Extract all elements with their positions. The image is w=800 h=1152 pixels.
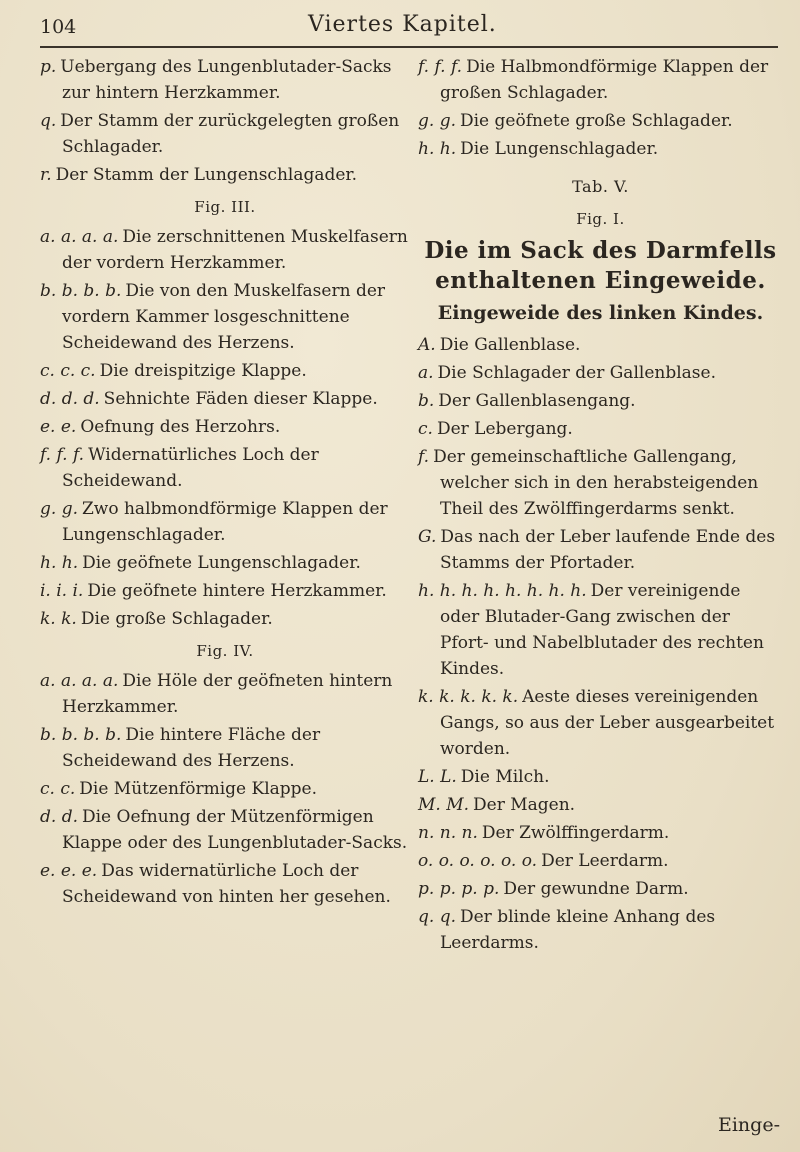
entry-text: Die Gallenblase.	[439, 335, 581, 355]
fig-1-label: Fig. I.	[576, 210, 625, 228]
legend-entry	[418, 578, 783, 682]
left-entries-a	[40, 54, 410, 188]
legend-entry	[40, 668, 410, 720]
entry-marker: q.	[40, 111, 57, 131]
entry-marker: A.	[418, 335, 436, 355]
entry-marker: c. c. c.	[40, 361, 96, 381]
tab-5-label: Tab. V.	[572, 177, 629, 196]
entry-text: Die Lungenschlagader.	[460, 139, 659, 159]
entry-text: Der blinde kleine Anhang des Leerdarms.	[440, 907, 716, 953]
entry-text: Der Gallenblasengang.	[438, 391, 636, 411]
entry-marker: G.	[418, 527, 437, 547]
legend-entry	[40, 224, 410, 276]
legend-entry	[40, 108, 410, 160]
entry-marker: k. k. k. k. k.	[418, 687, 519, 707]
entry-marker: a.	[418, 363, 434, 383]
entry-marker: h. h.	[418, 139, 457, 159]
right-entries-a	[418, 54, 783, 162]
entry-text: Die geöfnete hintere Herzkammer.	[87, 581, 387, 601]
legend-entry	[418, 820, 783, 846]
legend-entry	[418, 764, 783, 790]
entry-text: Der Lebergang.	[436, 419, 573, 439]
entry-text: Die Milch.	[460, 767, 550, 787]
entry-marker: q. q.	[418, 907, 456, 927]
running-head: Viertes Kapitel.	[308, 12, 497, 37]
entry-marker: a. a. a. a.	[40, 671, 119, 691]
entry-marker: c.	[418, 419, 433, 439]
entry-text: Die zerschnittenen Muskelfasern der vordern Herzkammer.	[62, 227, 408, 273]
legend-entry	[40, 578, 410, 604]
entry-text: Oefnung des Herzohrs.	[80, 417, 281, 437]
entry-text: Das widernatürliche Loch der Scheidewand von hinten her gesehen.	[62, 861, 391, 907]
legend-entry	[418, 444, 783, 522]
entry-marker: o. o. o. o. o. o.	[418, 851, 538, 871]
entry-text: Sehnichte Fäden dieser Klappe.	[103, 389, 378, 409]
entry-marker: r.	[40, 165, 52, 185]
entry-text: Die geöfnete Lungenschlagader.	[82, 553, 361, 573]
entry-text: Zwo halbmondförmige Klappen der Lungenschlagader.	[62, 499, 388, 545]
legend-entry	[418, 136, 783, 162]
legend-entry	[40, 414, 410, 440]
entry-marker: p.	[40, 57, 57, 77]
legend-entry	[40, 386, 410, 412]
entry-text: Die Mützenförmige Klappe.	[79, 779, 318, 799]
entry-marker: e. e.	[40, 417, 77, 437]
entry-text: Die hintere Fläche der Scheidewand des Herzens.	[62, 725, 321, 771]
legend-entry	[418, 416, 783, 442]
section-subtitle: Eingeweide des linken Kindes.	[437, 302, 764, 324]
legend-entry	[40, 496, 410, 548]
legend-entry	[40, 722, 410, 774]
entry-text: Der vereinigende oder Blutader-Gang zwischen der Pfort- und Nabelblutader des rechten Kindes.	[440, 581, 764, 679]
legend-entry	[40, 776, 410, 802]
legend-entry	[418, 792, 783, 818]
legend-entry	[40, 54, 410, 106]
legend-entry	[418, 524, 783, 576]
entry-marker: p. p. p. p.	[418, 879, 500, 899]
entry-marker: h. h.	[40, 553, 79, 573]
left-entries-b	[40, 224, 410, 632]
entry-marker: g. g.	[418, 111, 456, 131]
legend-entry	[418, 848, 783, 874]
entry-text: Die Oefnung der Mützenförmigen Klappe oder des Lungenblutader-Sacks.	[62, 807, 408, 853]
entry-marker: n. n. n.	[418, 823, 478, 843]
entry-text: Die Schlagader der Gallenblase.	[437, 363, 716, 383]
legend-entry	[40, 606, 410, 632]
right-entries-b	[418, 332, 783, 956]
legend-entry	[40, 804, 410, 856]
entry-marker: e. e. e.	[40, 861, 98, 881]
right-column	[418, 54, 783, 958]
left-entries-c	[40, 668, 410, 910]
legend-entry	[40, 278, 410, 356]
entry-marker: f. f. f.	[40, 445, 85, 465]
entry-marker: b.	[418, 391, 435, 411]
entry-marker: a. a. a. a.	[40, 227, 119, 247]
legend-entry	[418, 108, 783, 134]
entry-text: Der Zwölffingerdarm.	[481, 823, 670, 843]
fig-4-label: Fig. IV.	[196, 642, 254, 660]
section-title: Die im Sack des Darmfells enthaltenen Eingeweide.	[424, 237, 777, 294]
legend-entry	[40, 442, 410, 494]
entry-text: Die geöfnete große Schlagader.	[459, 111, 733, 131]
legend-entry	[40, 358, 410, 384]
entry-marker: c. c.	[40, 779, 76, 799]
legend-entry	[418, 876, 783, 902]
legend-entry	[418, 360, 783, 386]
entry-text: Das nach der Leber laufende Ende des Stamms der Pfortader.	[440, 527, 776, 573]
page-number: 104	[40, 16, 77, 38]
left-column	[40, 54, 410, 912]
catchword: Einge-	[717, 1114, 780, 1136]
entry-marker: d. d. d.	[40, 389, 100, 409]
entry-marker: f. f. f.	[418, 57, 463, 77]
header-rule	[40, 46, 778, 48]
legend-entry	[40, 858, 410, 910]
entry-text: Der Magen.	[473, 795, 576, 815]
entry-marker: f.	[418, 447, 430, 467]
entry-marker: k. k.	[40, 609, 77, 629]
legend-entry	[418, 684, 783, 762]
entry-marker: d. d.	[40, 807, 78, 827]
entry-text: Die Halbmondförmige Klappen der großen Schlagader.	[440, 57, 769, 103]
legend-entry	[418, 332, 783, 358]
entry-text: Der Stamm der Lungenschlagader.	[55, 165, 358, 185]
entry-marker: b. b. b. b.	[40, 725, 122, 745]
entry-marker: i. i. i.	[40, 581, 84, 601]
entry-text: Uebergang des Lungenblutader-Sacks zur hintern Herzkammer.	[60, 57, 392, 103]
legend-entry	[418, 904, 783, 956]
legend-entry	[40, 162, 410, 188]
entry-text: Der Leerdarm.	[541, 851, 669, 871]
entry-text: Der gemeinschaftliche Gallengang, welcher sich in den herabsteigenden Theil des Zwölffingerdarms senkt.	[433, 447, 759, 519]
fig-3-label: Fig. III.	[194, 198, 256, 216]
entry-text: Der Stamm der zurückgelegten großen Schlagader.	[60, 111, 400, 157]
entry-text: Aeste dieses vereinigenden Gangs, so aus der Leber ausgearbeitet worden.	[440, 687, 775, 759]
entry-text: Widernatürliches Loch der Scheidewand.	[62, 445, 319, 491]
entry-marker: b. b. b. b.	[40, 281, 122, 301]
entry-marker: h. h. h. h. h. h. h. h.	[418, 581, 587, 601]
entry-text: Die dreispitzige Klappe.	[99, 361, 307, 381]
legend-entry	[40, 550, 410, 576]
legend-entry	[418, 388, 783, 414]
entry-text: Die Höle der geöfneten hintern Herzkammer.	[62, 671, 393, 717]
entry-text: Der gewundne Darm.	[503, 879, 689, 899]
entry-marker: g. g.	[40, 499, 78, 519]
entry-marker: L. L.	[418, 767, 457, 787]
entry-marker: M. M.	[418, 795, 470, 815]
entry-text: Die große Schlagader.	[80, 609, 273, 629]
legend-entry	[418, 54, 783, 106]
entry-text: Die von den Muskelfasern der vordern Kammer losgeschnittene Scheidewand des Herzens.	[62, 281, 386, 353]
